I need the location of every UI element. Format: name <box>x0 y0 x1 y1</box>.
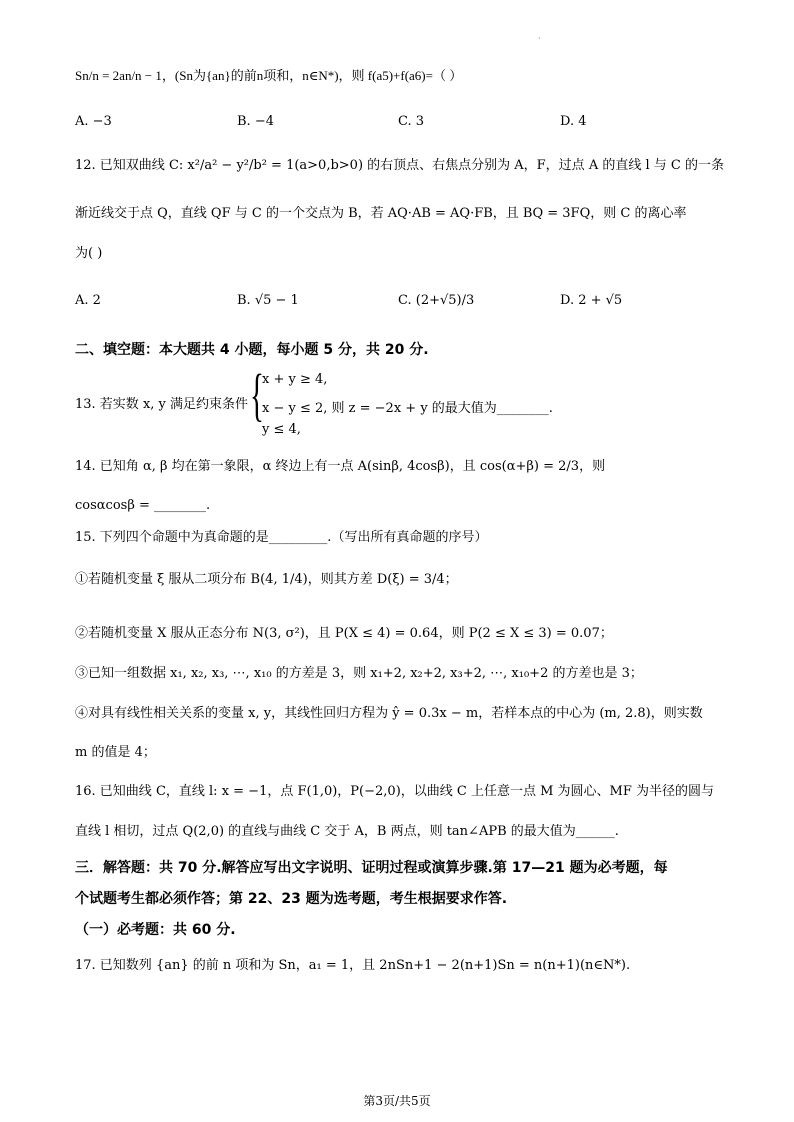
q15-statement-1: ①若随机变量 ξ 服从二项分布 B(4, 1/4)，则其方差 D(ξ) = 3/4； <box>75 572 458 587</box>
q14-line-1: 14. 已知角 α, β 均在第一象限，α 终边上有一点 A(sinβ, 4cosβ)，且 cos(α+β) = 2/3，则 <box>75 459 606 474</box>
q15-statement-2: ②若随机变量 X 服从正态分布 N(3, σ²)，且 P(X ≤ 4) = 0.64，则 P(2 ≤ X ≤ 3) = 0.07； <box>75 626 613 641</box>
q12-option-d: D. 2 + √5 <box>560 293 623 308</box>
q13-constraint-3: y ≤ 4, <box>262 422 301 437</box>
q12-option-c: C. (2+√5)/3 <box>398 293 475 308</box>
q13-constraint-1: x + y ≥ 4, <box>262 372 328 387</box>
section-3-subheading: （一）必考题：共 60 分. <box>75 922 236 938</box>
q15-statement-4b: m 的值是 4； <box>75 745 156 760</box>
section-2-heading: 二、填空题：本大题共 4 小题，每小题 5 分，共 20 分. <box>75 342 429 358</box>
q11-option-b: B. −4 <box>237 114 274 129</box>
q12-line-3: 为( ) <box>75 246 103 261</box>
q12-line-1: 12. 已知双曲线 C: x²/a² − y²/b² = 1(a>0,b>0) 的右顶点、右焦点分别为 A，F，过点 A 的直线 l 与 C 的一条 <box>75 158 724 173</box>
q15-line: 15. 下列四个命题中为真命题的是_________.（写出所有真命题的序号） <box>75 530 488 545</box>
q13-prefix: 13. 若实数 x, y 满足约束条件 <box>75 397 249 412</box>
section-3-heading-line-2: 个试题考生都必须作答；第 22、23 题为选考题，考生根据要求作答. <box>75 891 508 907</box>
q13-constraint-2: x − y ≤ 2, 则 z = −2x + y 的最大值为________. <box>262 401 553 416</box>
q15-statement-3: ③已知一组数据 x₁, x₂, x₃, ⋯, x₁₀ 的方差是 3，则 x₁+2, x₂+2, x₃+2, ⋯, x₁₀+2 的方差也是 3； <box>75 666 643 681</box>
q12-option-b: B. √5 − 1 <box>237 293 299 308</box>
q12-line-2: 渐近线交于点 Q，直线 QF 与 C 的一个交点为 B，若 AQ·AB = AQ·FB，且 BQ = 3FQ，则 C 的离心率 <box>75 206 687 221</box>
page-footer: 第3页/共5页 <box>363 1094 431 1108</box>
q17-line: 17. 已知数列 {an} 的前 n 项和为 Sn，a₁ = 1，且 2nSn+1 − 2(n+1)Sn = n(n+1)(n∈N*). <box>75 958 631 973</box>
section-3-heading-line-1: 三．解答题：共 70 分.解答应写出文字说明、证明过程或演算步骤.第 17—21 题为必考题，每 <box>75 860 668 876</box>
q15-statement-4a: ④对具有线性相关关系的变量 x, y，其线性回归方程为 ŷ = 0.3x − m，若样本点的中心为 (m, 2.8)，则实数 <box>75 706 703 721</box>
q16-line-2: 直线 l 相切，过点 Q(2,0) 的直线与曲线 C 交于 A，B 两点，则 tan∠APB 的最大值为______. <box>75 824 619 839</box>
q13-brace: { <box>250 362 264 427</box>
q14-line-2: cosαcosβ = ________. <box>75 498 211 513</box>
q12-option-a: A. 2 <box>75 293 101 308</box>
q11-tail-line: Sn/n = 2an/n − 1，(Sn为{an}的前n项和，n∈N*)，则 f(a5)+f(a6)=（ ） <box>75 68 463 83</box>
q11-option-c: C. 3 <box>398 114 425 129</box>
corner-mark: · <box>538 34 541 43</box>
q11-option-a: A. −3 <box>75 114 112 129</box>
q16-line-1: 16. 已知曲线 C，直线 l: x = −1，点 F(1,0)，P(−2,0)，以曲线 C 上任意一点 M 为圆心、MF 为半径的圆与 <box>75 784 715 799</box>
q11-option-d: D. 4 <box>560 114 587 129</box>
